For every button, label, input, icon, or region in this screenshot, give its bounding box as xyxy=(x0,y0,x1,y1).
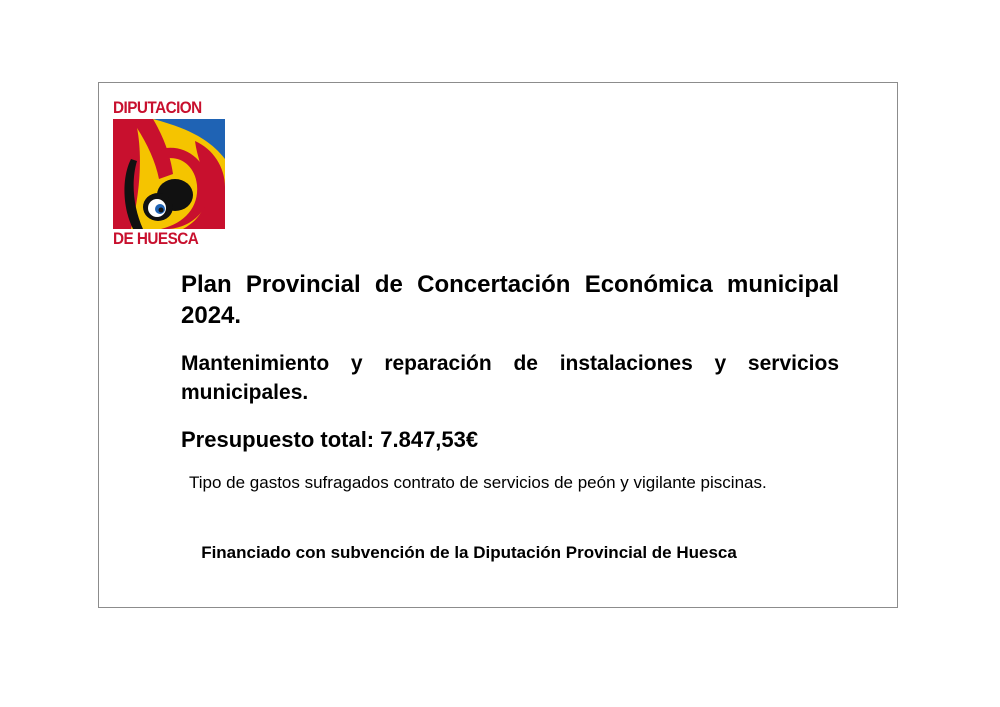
logo-top-text: DIPUTACION xyxy=(113,98,202,117)
expense-description: Tipo de gastos sufragados contrato de servicios de peón y vigilante piscinas. xyxy=(189,473,767,492)
notice-panel xyxy=(98,82,898,608)
budget-total: Presupuesto total: 7.847,53€ xyxy=(181,427,479,452)
logo-bottom-text: DE HUESCA xyxy=(113,229,199,248)
funding-note: Financiado con subvención de la Diputación Provincial de Huesca xyxy=(201,543,737,562)
document-subtitle: Mantenimiento y reparación de instalaciones y servicios municipales. xyxy=(181,352,839,404)
document-title: Plan Provincial de Concertación Económica municipal 2024. xyxy=(181,271,839,329)
diputacion-huesca-logo xyxy=(113,99,229,249)
logo-emblem-icon xyxy=(113,119,225,229)
